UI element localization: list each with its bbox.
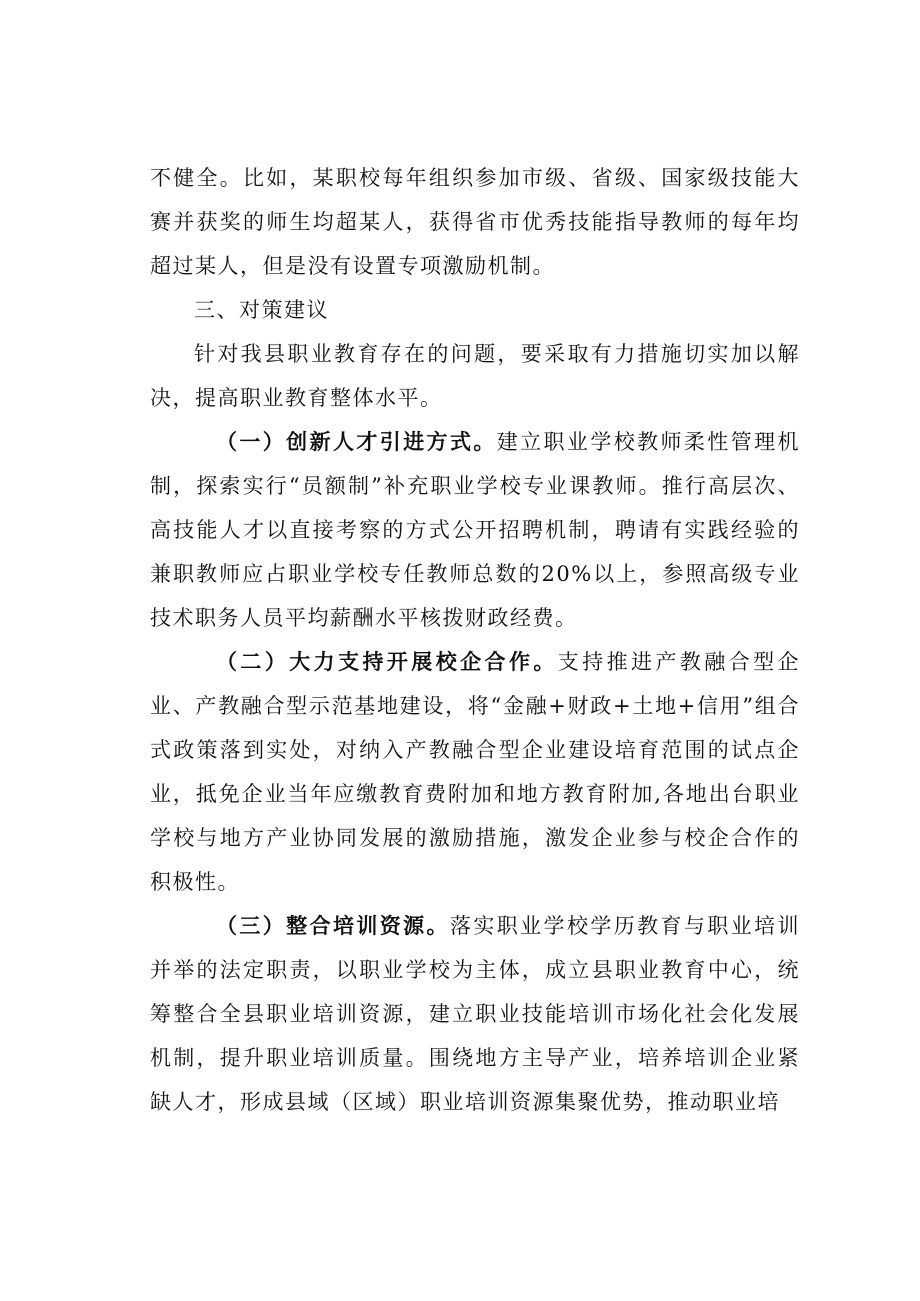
item-body-1: 建立职业学校教师柔性管理机制，探索实行“员额制”补充职业学校专业课教师。推行高层次、高技能人才以直接考察的方式公开招聘机制，聘请有实践经验的兼职教师应占职业学校专任教师总数的20%以上，参照高级专业技术职务人员平均薪酬水平核拨财政经费。 — [150, 430, 800, 630]
section-heading: 三、对策建议 — [194, 298, 329, 322]
item-body-3: 落实职业学校学历教育与职业培训并举的法定职责，以职业学校为主体，成立县职业教育中心，统筹整合全县职业培训资源，建立职业技能培训市场化社会化发展机制，提升职业培训质量。围绕地方主导产业，培养培训企业紧缺人才，形成县域（区域）职业培训资源集聚优势，推动职业培 — [150, 914, 801, 1114]
paragraph-item-2 — [150, 640, 800, 904]
item-lead-2: （二）大力支持开展校企合作。 — [216, 650, 558, 674]
item-lead-1: （一）创新人才引进方式。 — [216, 430, 497, 454]
item-body-2: 支持推进产教融合型企业、产教融合型示范基地建设，将“金融+财政+土地+信用”组合式政策落到实处，对纳入产教融合型企业建设培育范围的试点企业，抵免企业当年应缴教育费附加和地方教育附加,各地出台职业学校与地方产业协同发展的激励措施，激发企业参与校企合作的积极性。 — [150, 650, 801, 894]
paragraph-continuation: 不健全。比如，某职校每年组织参加市级、省级、国家级技能大赛并获奖的师生均超某人，获得省市优秀技能指导教师的每年均超过某人，但是没有设置专项激励机制。 — [150, 166, 800, 278]
paragraph-item-3 — [150, 904, 800, 1124]
item-lead-3: （三）整合培训资源。 — [216, 914, 450, 938]
paragraph-item-1 — [150, 420, 800, 640]
document-body — [150, 156, 800, 1124]
paragraph-intro: 针对我县职业教育存在的问题，要采取有力措施切实加以解决，提高职业教育整体水平。 — [150, 342, 800, 410]
